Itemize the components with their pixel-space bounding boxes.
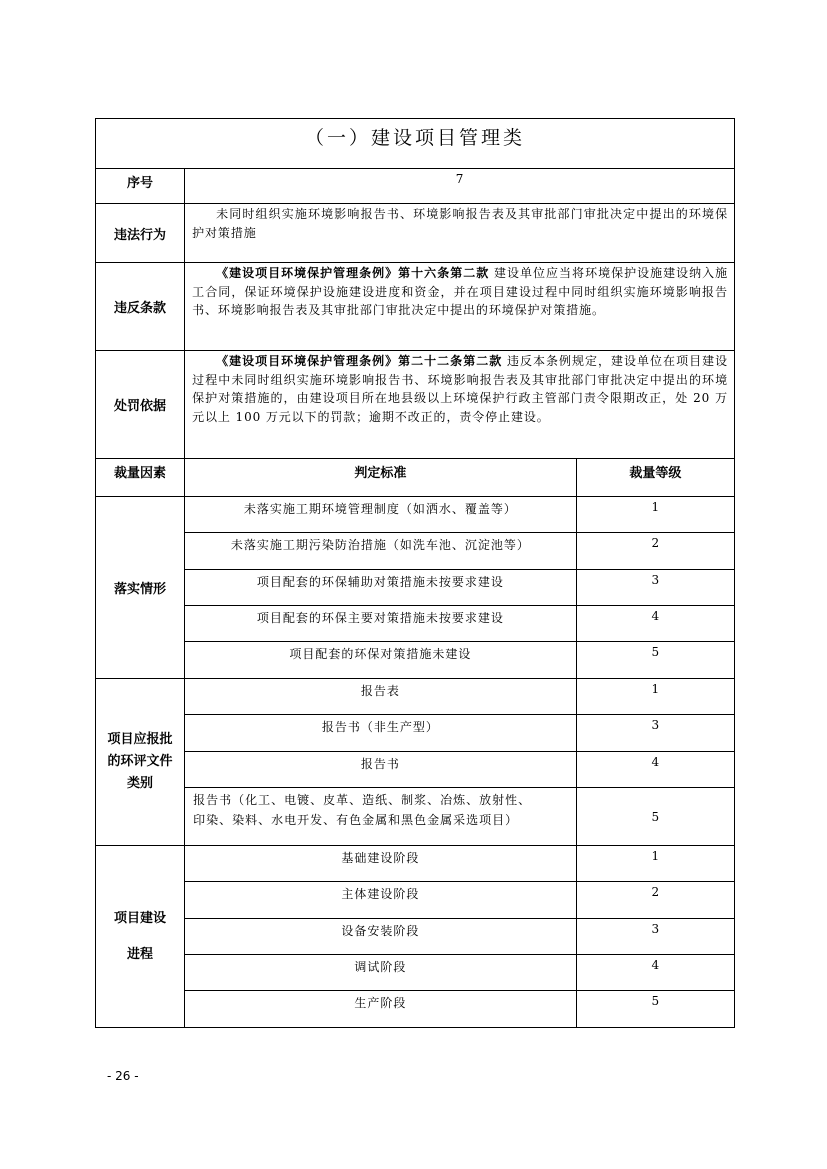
level-cell: 3 (576, 919, 734, 955)
table-title: （一）建设项目管理类 (96, 119, 735, 169)
clause-content: 建设单位应当将环境保护设施建设纳入施工合同，保证环境保护设施建设进度和资金，并在项目建设过程中同时组织实施环境影响报告书、环境影响报告表及其审批部门审批决定中提出的环境保护对策措施。 (192, 266, 729, 317)
criteria-cell: 调试阶段 (185, 955, 577, 991)
level-cell: 3 (576, 570, 734, 606)
level-cell: 5 (576, 642, 734, 679)
level-cell: 5 (576, 788, 734, 846)
criteria-cell: 未落实施工期污染防治措施（如洗车池、沉淀池等） (185, 533, 577, 570)
penalty-text (185, 351, 735, 459)
criteria-cell-multiline (185, 788, 577, 846)
header-factor: 裁量因素 (96, 459, 185, 497)
criteria-cell: 基础建设阶段 (185, 846, 577, 882)
clause-citation: 《建设项目环境保护管理条例》第十六条第二款 (216, 266, 490, 280)
level-cell: 4 (576, 606, 734, 642)
level-cell: 4 (576, 752, 734, 788)
criteria-cell: 报告书 (185, 752, 577, 788)
criteria-cell: 主体建设阶段 (185, 882, 577, 919)
factor-line: 的环评文件 (107, 754, 173, 769)
level-cell: 3 (576, 715, 734, 752)
level-cell: 5 (576, 991, 734, 1028)
clause-label: 违反条款 (96, 263, 185, 351)
criteria-cell: 项目配套的环保辅助对策措施未按要求建设 (185, 570, 577, 606)
factor-line: 进程 (127, 946, 154, 962)
criteria-line: 印染、染料、水电开发、有色金属和黑色金属采选项目） (193, 813, 519, 827)
level-cell: 1 (576, 497, 734, 533)
criteria-cell: 设备安装阶段 (185, 919, 577, 955)
factor-construction-progress (96, 846, 185, 1028)
page-number: - 26 - (107, 1069, 139, 1083)
criteria-cell: 报告书（非生产型） (185, 715, 577, 752)
factor-line: 项目应报批 (107, 732, 173, 747)
level-cell: 2 (576, 533, 734, 570)
criteria-cell: 生产阶段 (185, 991, 577, 1028)
level-cell: 1 (576, 679, 734, 715)
violation-text (185, 204, 735, 263)
header-level: 裁量等级 (576, 459, 734, 497)
factor-line: 项目建设 (114, 910, 167, 926)
level-cell: 1 (576, 846, 734, 882)
criteria-cell: 未落实施工期环境管理制度（如洒水、覆盖等） (185, 497, 577, 533)
criteria-cell: 报告表 (185, 679, 577, 715)
criteria-line: 报告书（化工、电镀、皮革、造纸、制浆、冶炼、放射性、 (193, 793, 532, 807)
factor-eia-document-type (96, 679, 185, 846)
penalty-discretion-table (95, 118, 735, 1028)
violation-text-content: 未同时组织实施环境影响报告书、环境影响报告表及其审批部门审批决定中提出的环境保护对策措施 (192, 207, 728, 240)
factor-implementation: 落实情形 (96, 497, 185, 679)
clause-text (185, 263, 735, 351)
criteria-cell: 项目配套的环保主要对策措施未按要求建设 (185, 606, 577, 642)
violation-label: 违法行为 (96, 204, 185, 263)
level-cell: 2 (576, 882, 734, 919)
factor-line: 类别 (127, 776, 154, 791)
penalty-label: 处罚依据 (96, 351, 185, 459)
penalty-citation: 《建设项目环境保护管理条例》第二十二条第二款 (216, 354, 503, 368)
level-cell: 4 (576, 955, 734, 991)
serial-value: 7 (185, 169, 735, 204)
serial-label: 序号 (96, 169, 185, 204)
penalty-content: 违反本条例规定，建设单位在项目建设过程中未同时组织实施环境影响报告书、环境影响报告表及其审批部门审批决定中提出的环境保护对策措施的，由建设项目所在地县级以上环境保护行政主管部门责令限期改正，处 20 万元以上 100 万元以下的罚款；逾期不改正的，责令停止建设。 (192, 354, 728, 424)
criteria-cell: 项目配套的环保对策措施未建设 (185, 642, 577, 679)
header-criteria: 判定标准 (185, 459, 577, 497)
